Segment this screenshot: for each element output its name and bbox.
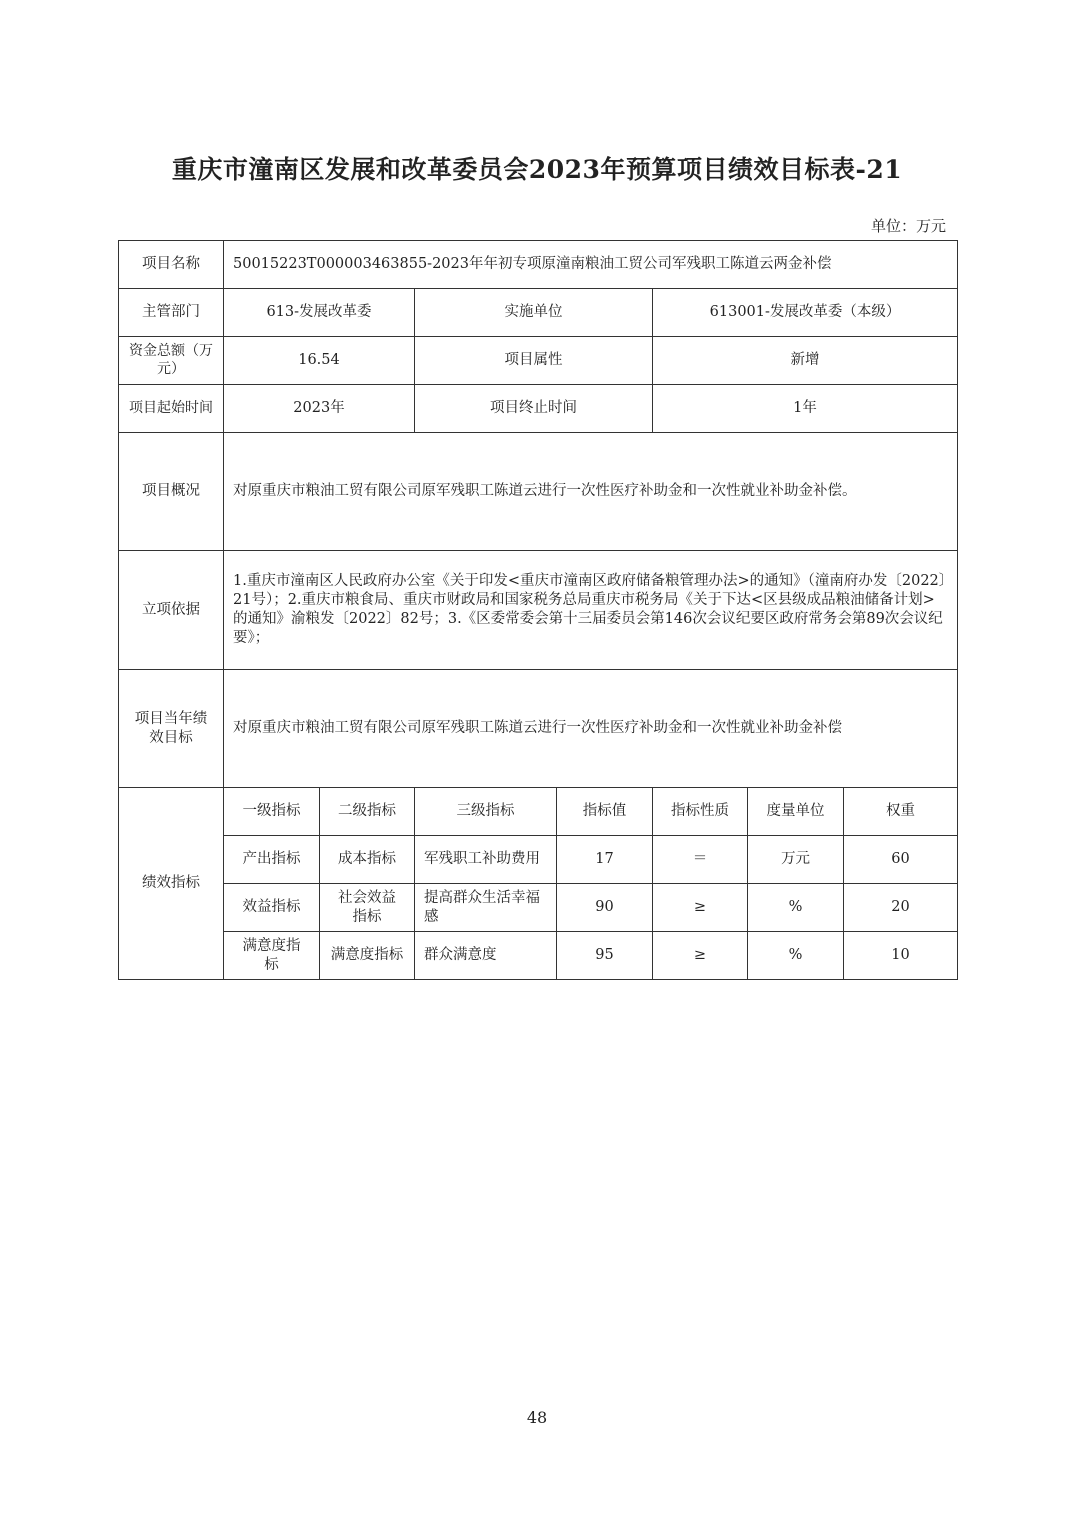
basis-label: 立项依据 (119, 551, 224, 670)
end-time-value: 1年 (653, 385, 958, 433)
basis-value: 1.重庆市潼南区人民政府办公室《关于印发<重庆市潼南区政府储备粮管理办法>的通知》（潼南府办发〔2022〕21号）；2.重庆市粮食局、重庆市财政局和国家税务总局重庆市税务局《关于下达<区县级成品粮油储备计划>的通知》渝粮发〔2022〕82号；3.《区委常委会第十三届委员会第146次会议纪要区政府常务会第89次会议纪要》； (224, 551, 958, 670)
weight: 60 (844, 836, 958, 884)
level1-indicator: 产出指标 (224, 836, 320, 884)
level3-indicator: 群众满意度 (415, 932, 557, 980)
dept-value: 613-发展改革委 (224, 289, 415, 337)
table-row (119, 836, 958, 884)
page-title: 重庆市潼南区发展和改革委员会2023年预算项目绩效目标表-21 (171, 155, 903, 184)
level3-indicator: 提高群众生活幸福感 (415, 884, 557, 932)
start-time-label: 项目起始时间 (119, 385, 224, 433)
funds-value: 16.54 (224, 337, 415, 385)
indicator-nature: ≥ (653, 932, 748, 980)
attr-value: 新增 (653, 337, 958, 385)
table-row (119, 884, 958, 932)
project-name-label: 项目名称 (119, 241, 224, 289)
page-number: 48 (526, 1408, 548, 1427)
funds-label: 资金总额（万元） (119, 337, 224, 385)
impl-unit-value: 613001-发展改革委（本级） (653, 289, 958, 337)
level2-indicator: 社会效益指标 (320, 884, 415, 932)
indicator-header: 一级指标 (224, 788, 320, 836)
level3-indicator: 军残职工补助费用 (415, 836, 557, 884)
overview-label: 项目概况 (119, 433, 224, 551)
measure-unit: 万元 (748, 836, 844, 884)
performance-table (118, 240, 958, 980)
indicators-section-label: 绩效指标 (119, 788, 224, 980)
indicator-header: 二级指标 (320, 788, 415, 836)
measure-unit: % (748, 932, 844, 980)
measure-unit: % (748, 884, 844, 932)
table-row (119, 932, 958, 980)
level1-indicator: 满意度指标 (224, 932, 320, 980)
level1-indicator: 效益指标 (224, 884, 320, 932)
level2-indicator: 成本指标 (320, 836, 415, 884)
indicator-header: 权重 (844, 788, 958, 836)
indicator-value: 95 (557, 932, 653, 980)
indicator-header: 度量单位 (748, 788, 844, 836)
indicator-value: 17 (557, 836, 653, 884)
start-time-value: 2023年 (224, 385, 415, 433)
weight: 20 (844, 884, 958, 932)
unit-label: 单位：万元 (870, 217, 946, 235)
indicator-value: 90 (557, 884, 653, 932)
indicator-header: 指标性质 (653, 788, 748, 836)
indicator-header: 三级指标 (415, 788, 557, 836)
annual-goal-value: 对原重庆市粮油工贸有限公司原军残职工陈道云进行一次性医疗补助金和一次性就业补助金补偿 (224, 670, 958, 788)
level2-indicator: 满意度指标 (320, 932, 415, 980)
annual-goal-label: 项目当年绩效目标 (119, 670, 224, 788)
indicator-nature: ＝ (653, 836, 748, 884)
overview-value: 对原重庆市粮油工贸有限公司原军残职工陈道云进行一次性医疗补助金和一次性就业补助金补偿。 (224, 433, 958, 551)
attr-label: 项目属性 (415, 337, 653, 385)
weight: 10 (844, 932, 958, 980)
dept-label: 主管部门 (119, 289, 224, 337)
impl-unit-label: 实施单位 (415, 289, 653, 337)
end-time-label: 项目终止时间 (415, 385, 653, 433)
indicator-header: 指标值 (557, 788, 653, 836)
indicator-nature: ≥ (653, 884, 748, 932)
project-name-value: 50015223T000003463855-2023年年初专项原潼南粮油工贸公司军残职工陈道云两金补偿 (224, 241, 958, 289)
